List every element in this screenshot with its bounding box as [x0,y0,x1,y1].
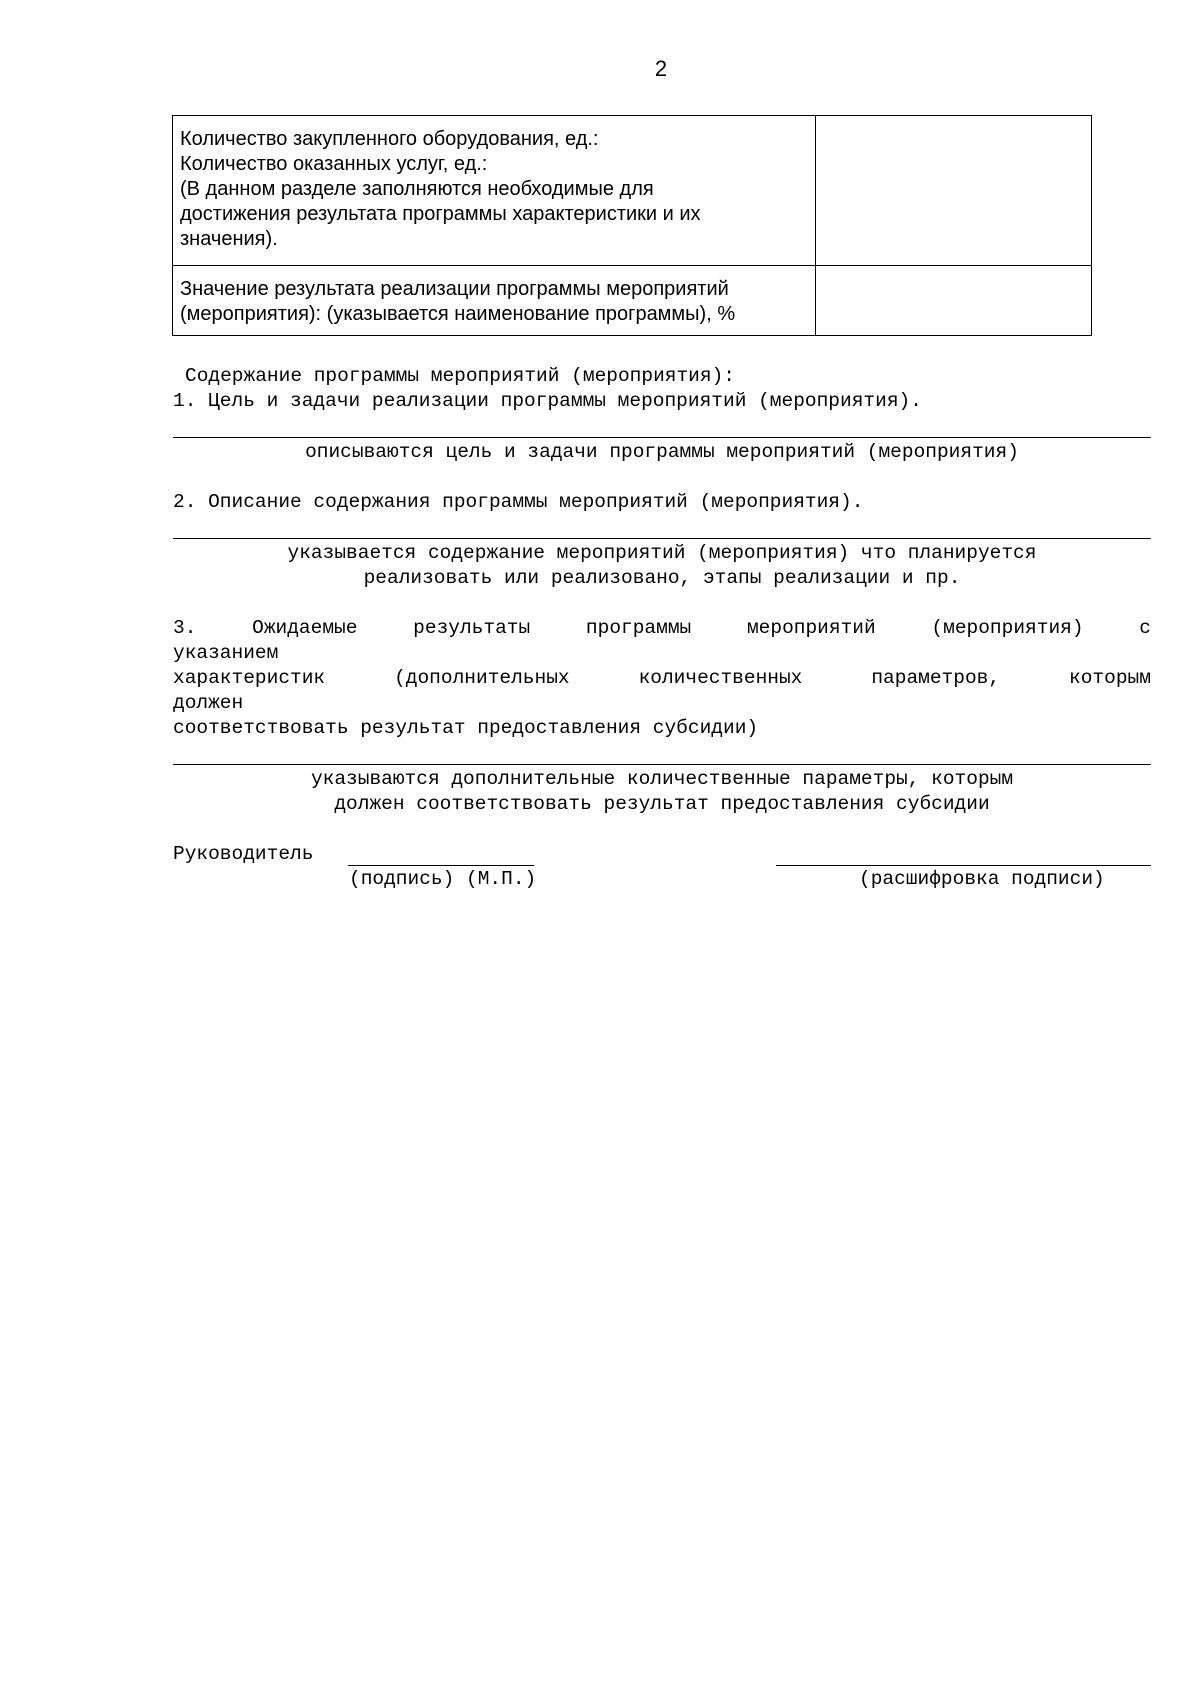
item-3-word: результаты [413,617,531,639]
table-row [173,266,1092,336]
page-number: 2 [654,56,668,81]
table-cell-result [173,266,816,336]
item-3-word: программы [585,617,692,639]
item-3-word: характеристик [173,667,326,689]
table-line: Количество оказанных услуг, ед.: [180,153,488,175]
item-3-line-1 [173,616,1151,641]
table-row [173,116,1092,266]
item-3-line-5: соответствовать результат предоставления субсидии) [173,717,759,739]
table-line: значения). [180,228,278,250]
item-3-word: мероприятий [746,617,876,639]
signature-decode-line [776,865,1151,866]
results-table [172,115,1092,336]
item-3-note-line-2: должен соответствовать результат предоставления субсидии [334,793,990,815]
signature-caption: (подпись) (М.П.) [349,868,537,890]
item-2-note-line-1: указывается содержание мероприятий (мероприятия) что планируется [287,542,1037,564]
item-1-title: 1. Цель и задачи реализации программы мероприятий (мероприятия). [173,390,922,412]
item-2-title: 2. Описание содержания программы мероприятий (мероприятия). [173,491,864,513]
item-2-note-line-2: реализовать или реализовано, этапы реализации и пр. [363,567,961,589]
item-3-rule [173,764,1151,765]
table-line: достижения результата программы характеристики и их [180,203,701,225]
item-3-line-3 [173,666,1151,691]
item-3-word: (дополнительных [394,667,570,689]
table-cell-value [816,116,1092,266]
item-3-word: параметров, [871,667,1001,689]
item-3-word: которым [1069,667,1151,689]
item-3-line-4: должен [173,692,244,714]
item-3-word: количественных [638,667,803,689]
table-cell-characteristics [173,116,816,266]
item-3-word: (мероприятия) [931,617,1084,639]
table-line: (В данном разделе заполняются необходимые для [180,178,654,200]
signature-label: Руководитель [173,843,314,865]
signature-line [348,865,534,866]
item-3-line-2: указанием [173,642,279,664]
table-cell-value [816,266,1092,336]
item-1-note: описываются цель и задачи программы мероприятий (мероприятия) [305,441,1019,463]
section-heading: Содержание программы мероприятий (мероприятия): [185,365,735,387]
table-line: (мероприятия): (указывается наименование программы), % [180,303,736,325]
item-2-rule [173,538,1151,539]
item-3-word: Ожидаемые [252,617,358,639]
item-1-rule [173,437,1151,438]
item-3-word: 3. [173,617,197,639]
item-3-note-line-1: указываются дополнительные количественные параметры, которым [310,768,1014,790]
item-3-word: с [1139,617,1151,639]
table-line: Количество закупленного оборудования, ед.: [180,128,599,150]
table-line: Значение результата реализации программы мероприятий [180,278,729,300]
decode-caption: (расшифровка подписи) [859,868,1105,890]
